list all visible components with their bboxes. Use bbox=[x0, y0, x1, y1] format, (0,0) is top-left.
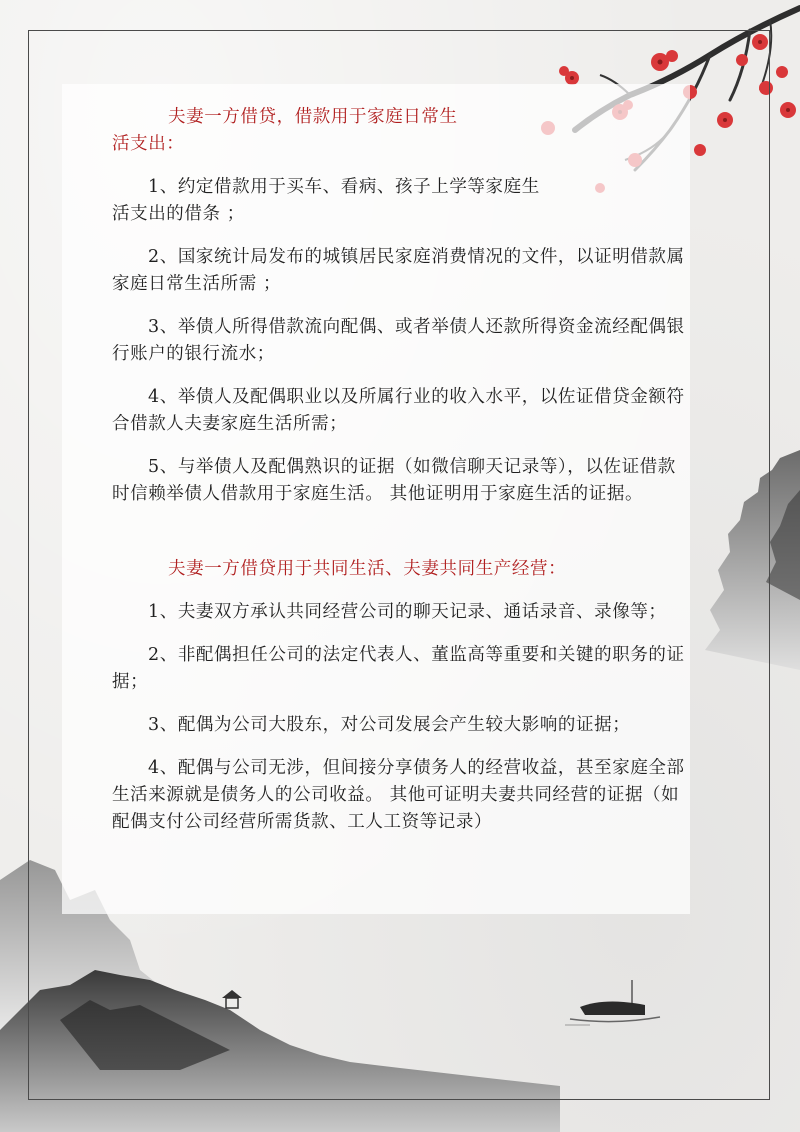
list-item: 2、国家统计局发布的城镇居民家庭消费情况的文件，以证明借款属家庭日常生活所需 ； bbox=[112, 247, 685, 294]
list-item: 1、夫妻双方承认共同经营公司的聊天记录、通话录音、录像等； bbox=[148, 602, 667, 622]
list-item: 1、约定借款用于买车、看病、孩子上学等家庭生活支出的借条 ； bbox=[112, 177, 540, 224]
section-heading bbox=[112, 104, 532, 158]
list-item: 3、配偶为公司大股东，对公司发展会产生较大影响的证据； bbox=[148, 715, 631, 735]
section-joint-business bbox=[112, 556, 692, 836]
list-item: 4、举债人及配偶职业以及所属行业的收入水平，以佐证借贷金额符合借款人夫妻家庭生活所需； bbox=[112, 387, 685, 434]
list-item: 3、举债人所得借款流向配偶、或者举债人还款所得资金流经配偶银行账户的银行流水； bbox=[112, 317, 685, 364]
list-item: 2、非配偶担任公司的法定代表人、董监高等重要和关键的职务的证据； bbox=[112, 645, 685, 692]
heading-line-2: 活支出： bbox=[112, 134, 185, 154]
section-heading: 夫妻一方借贷用于共同生活、夫妻共同生产经营： bbox=[168, 559, 567, 579]
section-household-expenses bbox=[112, 104, 692, 508]
list-item: 4、配偶与公司无涉，但间接分享债务人的经营收益，甚至家庭全部生活来源就是债务人的公司收益。 其他可证明夫妻共同经营的证据（如配偶支付公司经营所需货款、工人工资等记录） bbox=[112, 758, 685, 832]
heading-line-1: 夫妻一方借贷，借款用于家庭日常生 bbox=[168, 107, 458, 127]
list-item: 5、与举债人及配偶熟识的证据（如微信聊天记录等），以佐证借款时信赖举债人借款用于家庭生活。 其他证明用于家庭生活的证据。 bbox=[112, 457, 676, 504]
document-body bbox=[112, 104, 692, 836]
